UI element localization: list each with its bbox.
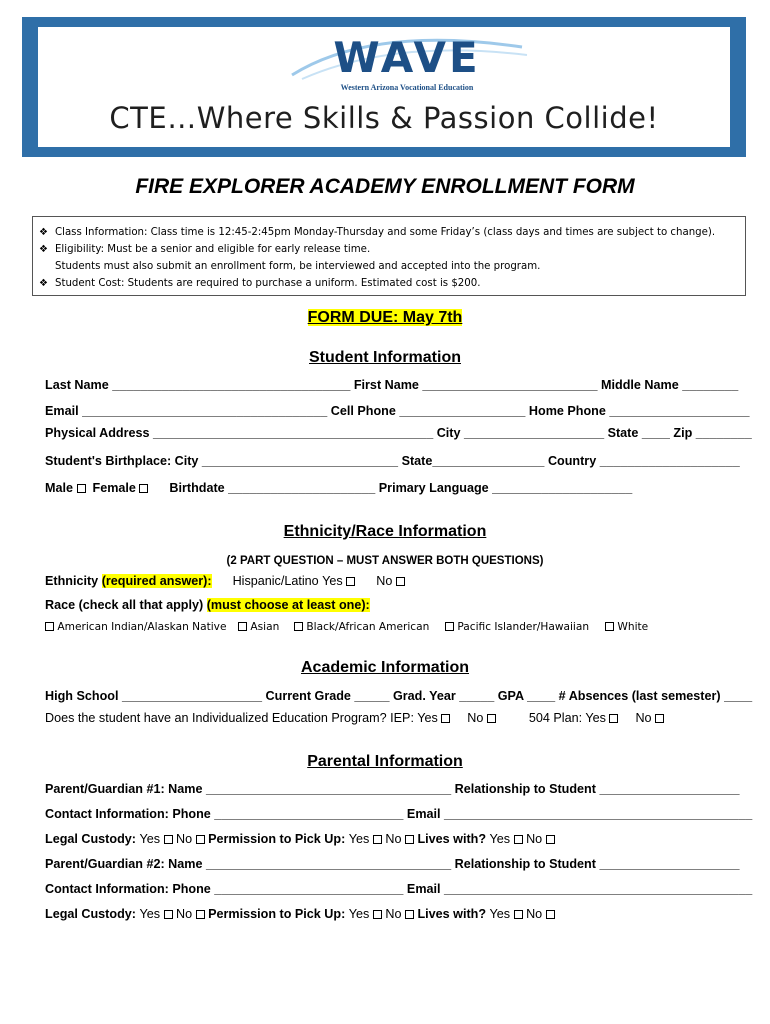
guardian2-custody-row <box>45 907 555 921</box>
guardian1-contact-row <box>45 807 752 821</box>
gender-birthdate-row <box>45 481 632 495</box>
custody-no-checkbox[interactable] <box>196 910 205 919</box>
hispanic-no-checkbox[interactable] <box>396 577 405 586</box>
parental-heading: Parental Information <box>307 753 463 770</box>
plan504-no-label: No <box>635 711 652 725</box>
first-name-field[interactable]: First Name _________________________ <box>353 378 598 392</box>
guardian1-relationship-field[interactable]: Relationship to Student ____________________ <box>454 782 740 796</box>
custody-yes-checkbox[interactable] <box>164 835 173 844</box>
pickup-no-label: No <box>385 907 402 921</box>
student-info-heading: Student Information <box>309 349 461 366</box>
high-school-field[interactable]: High School ____________________ <box>45 689 263 703</box>
guardian2-relationship-field[interactable]: Relationship to Student ____________________ <box>454 857 740 871</box>
ethnicity-note-row <box>0 551 770 569</box>
race-label: Race (check all that apply) <box>45 598 204 612</box>
race-option-label: American Indian/Alaskan Native <box>57 621 227 633</box>
form-due-row <box>0 309 770 327</box>
home-phone-field[interactable]: Home Phone ____________________ <box>528 404 750 418</box>
race-option-label: Asian <box>250 621 280 633</box>
diamond-bullet-icon: ❖ <box>39 227 48 238</box>
pickup-label: Permission to Pick Up: <box>208 907 346 921</box>
eligibility-text: Eligibility: Must be a senior and eligible for early release time. <box>55 244 371 255</box>
gpa-field[interactable]: GPA ____ <box>497 689 556 703</box>
hispanic-no-label: No <box>376 574 393 588</box>
info-box <box>32 216 746 296</box>
female-label: Female <box>92 481 136 495</box>
academic-heading: Academic Information <box>300 659 470 676</box>
iep-no-label: No <box>467 711 484 725</box>
banner-panel <box>38 27 730 147</box>
zip-field[interactable]: Zip ________ <box>673 426 752 440</box>
race-option-label: Pacific Islander/Hawaiian <box>457 621 590 633</box>
race-option-asian[interactable] <box>238 621 279 633</box>
logo-subtitle: Western Arizona Vocational Education <box>340 83 474 92</box>
academic-heading-row <box>0 659 770 677</box>
lives-with-label: Lives with? <box>417 907 487 921</box>
custody-no-checkbox[interactable] <box>196 835 205 844</box>
academic-row <box>45 689 752 703</box>
wave-logo <box>282 35 532 97</box>
parental-heading-row <box>0 753 770 771</box>
guardian1-custody-row <box>45 832 555 846</box>
banner-slogan: CTE…Where Skills & Passion Collide! <box>109 101 659 135</box>
guardian2-contact-row <box>45 882 752 896</box>
student-cost-text: Student Cost: Students are required to purchase a uniform. Estimated cost is $200. <box>55 278 481 289</box>
eligibility-text-2: Students must also submit an enrollment form, be interviewed and accepted into the program. <box>55 261 541 272</box>
grad-year-field[interactable]: Grad. Year _____ <box>392 689 495 703</box>
lives-no-label: No <box>526 832 543 846</box>
cell-phone-field[interactable]: Cell Phone __________________ <box>330 404 526 418</box>
primary-language-field[interactable]: Primary Language ____________________ <box>378 481 633 495</box>
birthdate-field[interactable]: Birthdate _____________________ <box>169 481 376 495</box>
pickup-yes-label: Yes <box>348 832 370 846</box>
guardian1-name-field[interactable]: Parent/Guardian #1: Name ___________________________________ <box>45 782 452 796</box>
form-due-label: FORM DUE: May 7th <box>307 309 463 326</box>
ethnicity-heading: Ethnicity/Race Information <box>283 523 487 540</box>
lives-with-label: Lives with? <box>417 832 487 846</box>
legal-custody-label: Legal Custody: <box>45 907 136 921</box>
female-checkbox[interactable] <box>139 484 148 493</box>
hispanic-label: Hispanic/Latino <box>232 574 319 588</box>
legal-custody-label: Legal Custody: <box>45 832 136 846</box>
name-row <box>45 378 738 392</box>
iep-yes-checkbox[interactable] <box>441 714 450 723</box>
contact-row <box>45 404 749 418</box>
lives-yes-checkbox[interactable] <box>514 910 523 919</box>
race-checkbox[interactable] <box>445 622 454 631</box>
physical-address-field[interactable]: Physical Address ________________________________________ <box>45 426 434 440</box>
lives-yes-label: Yes <box>489 832 511 846</box>
guardian2-email-field[interactable]: Email ____________________________________________ <box>406 882 753 896</box>
pickup-no-checkbox[interactable] <box>405 835 414 844</box>
race-required-label: (must choose at least one): <box>206 598 370 612</box>
guardian2-name-row <box>45 857 740 871</box>
race-checkbox[interactable] <box>238 622 247 631</box>
last-name-field[interactable]: Last Name __________________________________ <box>45 378 351 392</box>
header-banner <box>22 17 746 157</box>
diamond-bullet-icon: ❖ <box>39 244 48 255</box>
lives-yes-label: Yes <box>489 907 511 921</box>
iep-yes-label: Yes <box>417 711 438 725</box>
race-checkbox[interactable] <box>605 622 614 631</box>
plan504-yes-checkbox[interactable] <box>609 714 618 723</box>
guardian2-name-field[interactable]: Parent/Guardian #2: Name ___________________________________ <box>45 857 452 871</box>
middle-name-field[interactable]: Middle Name ________ <box>601 378 739 392</box>
class-info-text: Class Information: Class time is 12:45-2:45pm Monday-Thursday and some Friday’s (class days and times are subject to change). <box>55 227 716 238</box>
birthplace-country-field[interactable]: Country ____________________ <box>547 454 740 468</box>
custody-no-label: No <box>176 832 193 846</box>
male-label: Male <box>45 481 73 495</box>
lives-no-checkbox[interactable] <box>546 835 555 844</box>
pickup-yes-checkbox[interactable] <box>373 910 382 919</box>
custody-no-label: No <box>176 907 193 921</box>
race-checkbox[interactable] <box>45 622 54 631</box>
city-field[interactable]: City ____________________ <box>436 426 605 440</box>
hispanic-yes-label: Yes <box>322 574 343 588</box>
race-checkbox[interactable] <box>294 622 303 631</box>
race-option-black[interactable] <box>294 621 429 633</box>
lives-yes-checkbox[interactable] <box>514 835 523 844</box>
ethnicity-note: (2 PART QUESTION – MUST ANSWER BOTH QUESTIONS) <box>226 555 544 567</box>
guardian1-email-field[interactable]: Email ____________________________________________ <box>406 807 753 821</box>
lives-no-label: No <box>526 907 543 921</box>
iep-question: Does the student have an Individualized Education Program? IEP: <box>45 711 414 725</box>
iep-no-checkbox[interactable] <box>487 714 496 723</box>
plan504-label: 504 Plan: <box>528 711 583 725</box>
pickup-no-label: No <box>385 832 402 846</box>
current-grade-field[interactable]: Current Grade _____ <box>265 689 390 703</box>
pickup-yes-label: Yes <box>348 907 370 921</box>
diamond-bullet-icon: ❖ <box>39 278 48 289</box>
plan504-yes-label: Yes <box>585 711 606 725</box>
custody-yes-label: Yes <box>139 907 161 921</box>
pickup-label: Permission to Pick Up: <box>208 832 346 846</box>
logo-wordmark: WAVE <box>333 33 481 82</box>
custody-yes-label: Yes <box>139 832 161 846</box>
lives-no-checkbox[interactable] <box>546 910 555 919</box>
ethnicity-label: Ethnicity <box>45 574 99 588</box>
pickup-no-checkbox[interactable] <box>405 910 414 919</box>
race-label-row <box>45 598 370 612</box>
guardian1-phone-field[interactable]: Contact Information: Phone ___________________________ <box>45 807 404 821</box>
student-info-heading-row <box>0 349 770 367</box>
form-title: FIRE EXPLORER ACADEMY ENROLLMENT FORM <box>135 175 635 198</box>
guardian1-name-row <box>45 782 740 796</box>
address-row <box>45 426 752 440</box>
pickup-yes-checkbox[interactable] <box>373 835 382 844</box>
race-option-american-indian[interactable] <box>45 621 226 633</box>
race-option-white[interactable] <box>605 621 648 633</box>
ethnicity-row <box>45 574 405 588</box>
absences-field[interactable]: # Absences (last semester) ____ <box>558 689 753 703</box>
race-option-label: Black/African American <box>306 621 430 633</box>
hispanic-yes-checkbox[interactable] <box>346 577 355 586</box>
ethnicity-required-label: (required answer): <box>101 574 212 588</box>
ethnicity-heading-row <box>0 523 770 541</box>
state-field[interactable]: State ____ <box>607 426 670 440</box>
birthplace-city-field[interactable]: Student's Birthplace: City ____________________________ <box>45 454 399 468</box>
race-option-pacific-islander[interactable] <box>445 621 589 633</box>
email-field[interactable]: Email ___________________________________ <box>45 404 328 418</box>
guardian2-phone-field[interactable]: Contact Information: Phone ___________________________ <box>45 882 404 896</box>
iep-row <box>45 711 664 725</box>
race-option-label: White <box>617 621 649 633</box>
male-checkbox[interactable] <box>77 484 86 493</box>
custody-yes-checkbox[interactable] <box>164 910 173 919</box>
plan504-no-checkbox[interactable] <box>655 714 664 723</box>
birthplace-row <box>45 454 740 468</box>
birthplace-state-field[interactable]: State________________ <box>401 454 545 468</box>
